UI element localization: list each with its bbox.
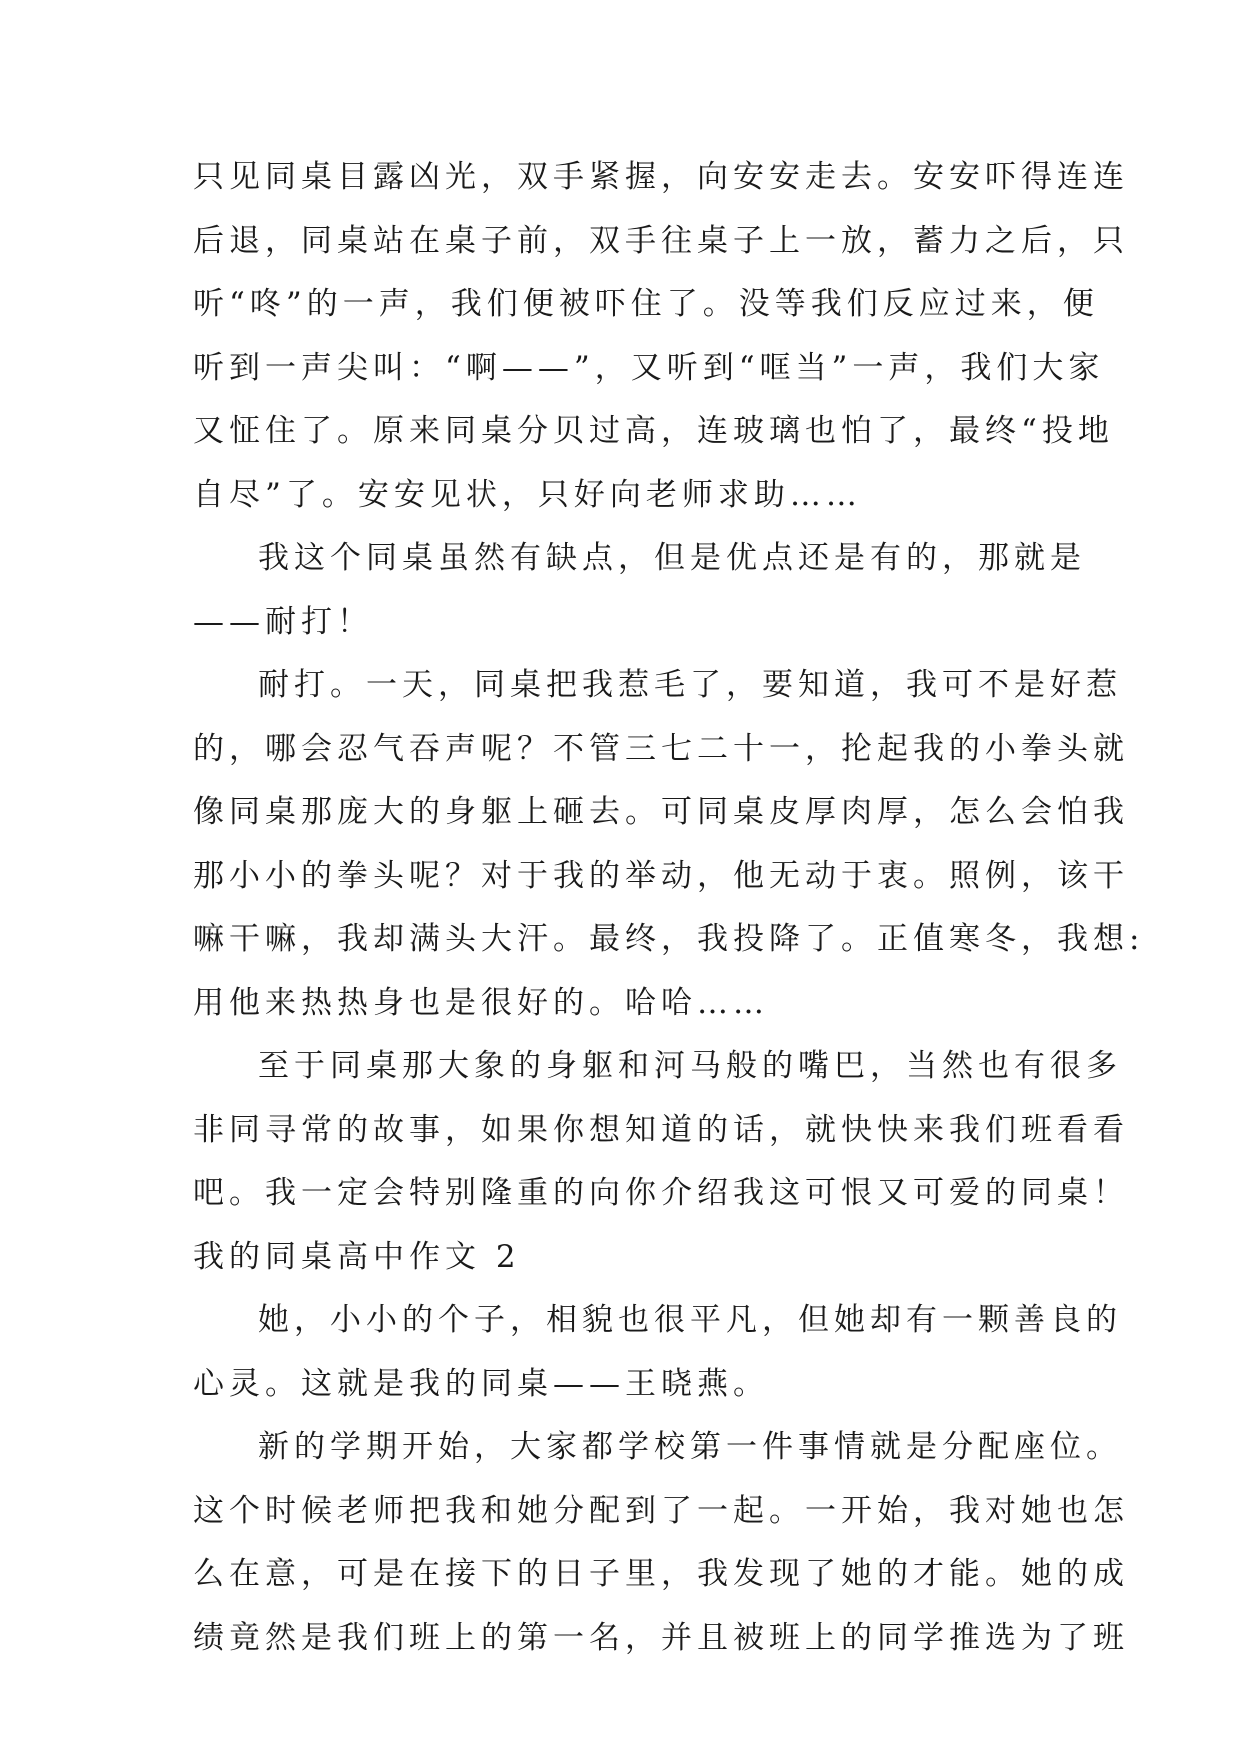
text-line: 自尽”了。安安见状，只好向老师求助…… (193, 476, 862, 513)
text-line: 又怔住了。原来同桌分贝过高，连玻璃也怕了，最终“投地 (193, 413, 1114, 449)
text-line: 心灵。这就是我的同桌——王晓燕。 (193, 1365, 769, 1402)
text-line: 听到一声尖叫：“啊——”，又听到“哐当”一声，我们大家 (193, 349, 1105, 386)
text-line: 后退，同桌站在桌子前，双手往桌子上一放，蓄力之后，只 (193, 222, 1129, 259)
text-line: 只见同桌目露凶光，双手紧握，向安安走去。安安吓得连连 (193, 159, 1129, 195)
text-line: 那小小的拳头呢？对于我的举动，他无动于衷。照例，该干 (193, 857, 1129, 894)
text-line: 么在意，可是在接下的日子里，我发现了她的才能。她的成 (193, 1556, 1129, 1592)
text-line: 新的学期开始，大家都学校第一件事情就是分配座位。 (258, 1429, 1122, 1465)
text-line: 吧。我一定会特别隆重的向你介绍我这可恨又可爱的同桌！ (193, 1175, 1129, 1211)
text-line: 的，哪会忍气吞声呢？不管三七二十一，抡起我的小拳头就 (193, 730, 1129, 767)
text-line: ——耐打！ (193, 603, 373, 640)
text-line: 我这个同桌虽然有缺点，但是优点还是有的，那就是 (258, 540, 1086, 576)
text-line: 用他来热热身也是很好的。哈哈…… (193, 984, 769, 1021)
text-line: 绩竟然是我们班上的第一名，并且被班上的同学推选为了班 (193, 1619, 1129, 1656)
text-line: 这个时候老师把我和她分配到了一起。一开始，我对她也怎 (193, 1492, 1129, 1529)
text-line: 至于同桌那大象的身躯和河马般的嘴巴，当然也有很多 (258, 1048, 1122, 1084)
text-line: 我的同桌高中作文 2 (193, 1238, 521, 1275)
document-body (193, 146, 1145, 1670)
text-line: 耐打。一天，同桌把我惹毛了，要知道，我可不是好惹 (258, 667, 1122, 703)
text-line: 像同桌那庞大的身躯上砸去。可同桌皮厚肉厚，怎么会怕我 (193, 794, 1129, 830)
text-line: 非同寻常的故事，如果你想知道的话，就快快来我们班看看 (193, 1111, 1129, 1148)
text-line: 她，小小的个子，相貌也很平凡，但她却有一颗善良的 (258, 1302, 1122, 1338)
text-line: 听“咚”的一声，我们便被吓住了。没等我们反应过来，便 (193, 286, 1099, 322)
text-line: 嘛干嘛，我却满头大汗。最终，我投降了。正值寒冬，我想: (193, 921, 1145, 957)
